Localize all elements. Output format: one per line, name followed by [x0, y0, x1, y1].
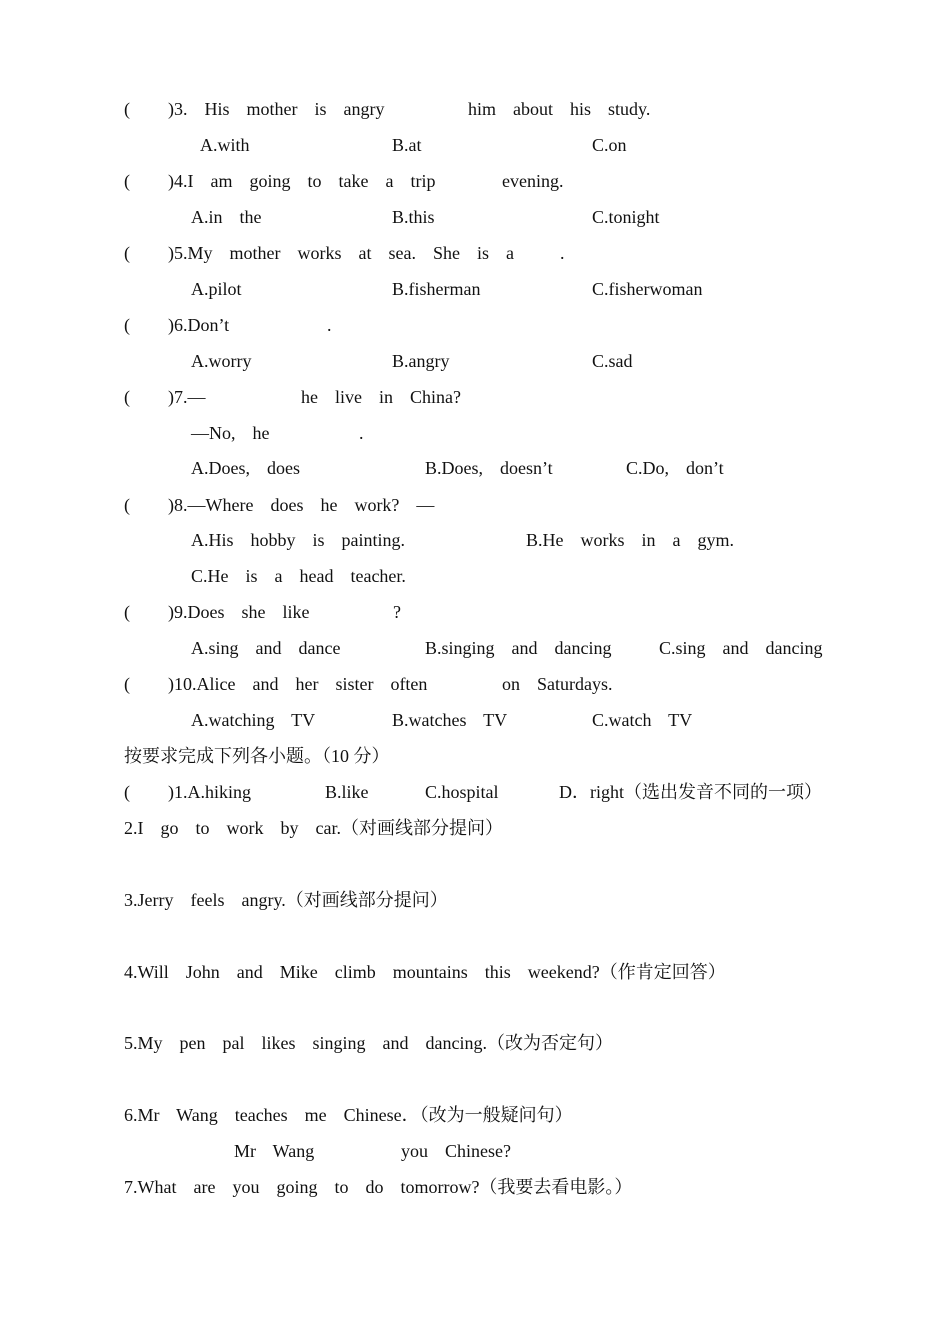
option-a: A.pilot: [191, 279, 242, 299]
option-c: C.He is a head teacher.: [191, 566, 406, 586]
option-a: A.watching TV: [191, 710, 316, 730]
question-reply: —No, he: [191, 423, 270, 443]
option-c: C.on: [592, 135, 627, 155]
answer-paren[interactable]: (: [124, 243, 130, 263]
task-7: 7.What are you going to do tomorrow?（我要去看电影。）: [124, 1177, 633, 1197]
question-stem: )6.Don’t: [168, 315, 230, 335]
question-stem-after: evening.: [502, 171, 564, 191]
section-heading: 按要求完成下列各小题。（10 分）: [124, 746, 390, 766]
question-stem-after: .: [327, 315, 332, 335]
option-a: A.sing and dance: [191, 638, 341, 658]
option-b: B.like: [325, 782, 369, 802]
answer-paren[interactable]: (: [124, 602, 130, 622]
task-5: 5.My pen pal likes singing and dancing.（改为否定句）: [124, 1033, 613, 1053]
option-a: A.Does, does: [191, 458, 300, 478]
task-6-blank-a: Mr Wang: [234, 1141, 315, 1161]
option-b: B.at: [392, 135, 422, 155]
question-stem: )5.My mother works at sea. She is a: [168, 243, 514, 263]
task-6-blank-b: you Chinese?: [401, 1141, 511, 1161]
question-stem: )3. His mother is angry: [168, 99, 385, 119]
question-stem: )8.—Where does he work? —: [168, 495, 435, 515]
question-stem: )7.—: [168, 387, 206, 407]
answer-paren[interactable]: (: [124, 315, 130, 335]
task-4: 4.Will John and Mike climb mountains this weekend?（作肯定回答）: [124, 962, 726, 982]
task-6: 6.Mr Wang teaches me Chinese．（改为一般疑问句）: [124, 1105, 573, 1125]
option-a: A.His hobby is painting.: [191, 530, 406, 550]
answer-paren[interactable]: (: [124, 99, 130, 119]
option-b: B.fisherman: [392, 279, 481, 299]
option-c: C.Do, don’t: [626, 458, 724, 478]
pronunciation-question: )1.A.hiking: [168, 782, 251, 802]
answer-paren[interactable]: (: [124, 674, 130, 694]
question-stem: )10.Alice and her sister often: [168, 674, 428, 694]
option-a: A.in the: [191, 207, 262, 227]
question-stem-after: on Saturdays.: [502, 674, 613, 694]
task-2: 2.I go to work by car.（对画线部分提问）: [124, 818, 503, 838]
option-c: C.hospital: [425, 782, 499, 802]
task-3: 3.Jerry feels angry.（对画线部分提问）: [124, 890, 448, 910]
option-c: C.tonight: [592, 207, 660, 227]
option-b: B.Does, doesn’t: [425, 458, 553, 478]
option-c: C.watch TV: [592, 710, 693, 730]
option-b: B.singing and dancing: [425, 638, 612, 658]
question-stem-after: him about his study.: [468, 99, 651, 119]
answer-paren[interactable]: (: [124, 387, 130, 407]
question-stem-after: he live in China?: [301, 387, 461, 407]
answer-paren[interactable]: (: [124, 171, 130, 191]
option-b: B.He works in a gym.: [526, 530, 734, 550]
question-stem-after: ?: [393, 602, 401, 622]
option-a: A.with: [200, 135, 250, 155]
question-stem: )4.I am going to take a trip: [168, 171, 436, 191]
option-a: A.worry: [191, 351, 252, 371]
question-reply-end: .: [359, 423, 364, 443]
answer-paren[interactable]: (: [124, 495, 130, 515]
option-c: C.sad: [592, 351, 633, 371]
option-c: C.sing and dancing: [659, 638, 823, 658]
question-stem-after: .: [560, 243, 565, 263]
option-b: B.angry: [392, 351, 450, 371]
question-stem: )9.Does she like: [168, 602, 310, 622]
option-b: B.watches TV: [392, 710, 508, 730]
option-c: C.fisherwoman: [592, 279, 703, 299]
option-b: B.this: [392, 207, 435, 227]
option-d: D．right（选出发音不同的一项）: [559, 782, 822, 802]
answer-paren[interactable]: (: [124, 782, 130, 802]
